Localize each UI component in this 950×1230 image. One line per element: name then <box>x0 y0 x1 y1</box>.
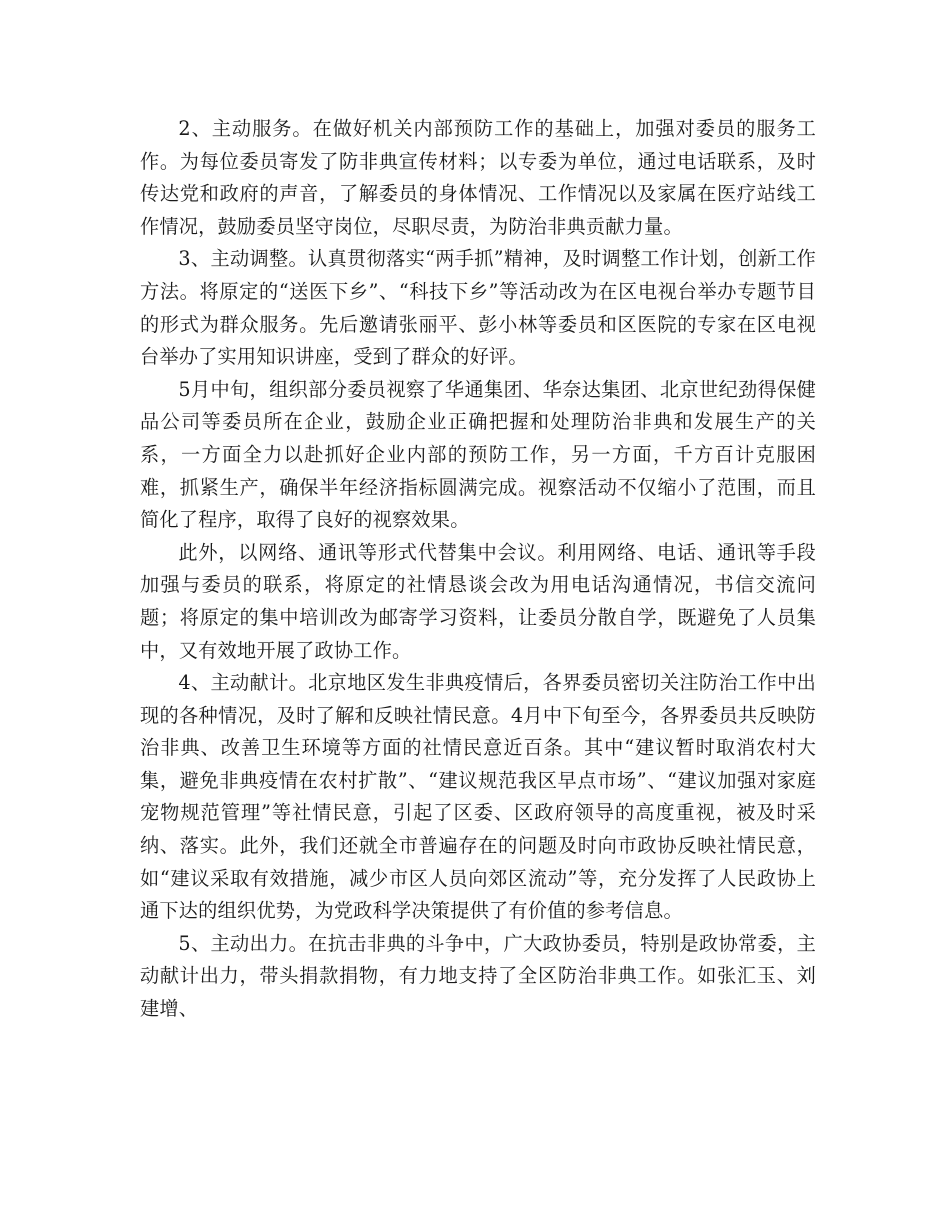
paragraph-advice: 4、主动献计。北京地区发生非典疫情后，各界委员密切关注防治工作中出现的各种情况，及时了解和反映社情民意。4月中下旬至今，各界委员共反映防治非典、改善卫生环境等方面的社情民意近百条。其中“建议暂时取消农村大集，避免非典疫情在农村扩散”、“建议规范我区早点市场”、“建议加强对家庭宠物规范管理”等社情民意，引起了区委、区政府领导的高度重视，被及时采纳、落实。此外，我们还就全市普遍存在的问题及时向市政协反映社情民意，如“建议采取有效措施，减少市区人员向郊区流动”等，充分发挥了人民政协上通下达的组织优势，为党政科学决策提供了有价值的参考信息。 <box>140 671 816 923</box>
document-body <box>140 113 816 1026</box>
paragraph-network-meetings: 此外，以网络、通讯等形式代替集中会议。利用网络、电话、通讯等手段加强与委员的联系，将原定的社情恳谈会改为用电话沟通情况，书信交流问题；将原定的集中培训改为邮寄学习资料，让委员分散自学，既避免了人员集中，又有效地开展了政协工作。 <box>140 540 816 662</box>
paragraph-contribution: 5、主动出力。在抗击非典的斗争中，广大政协委员，特别是政协常委，主动献计出力，带头捐款捐物，有力地支持了全区防治非典工作。如张汇玉、刘建增、 <box>140 931 816 1021</box>
paragraph-service: 2、主动服务。在做好机关内部预防工作的基础上，加强对委员的服务工作。为每位委员寄发了防非典宣传材料；以专委为单位，通过电话联系，及时传达党和政府的声音，了解委员的身体情况、工作情况以及家属在医疗站线工作情况，鼓励委员坚守岗位，尽职尽责，为防治非典贡献力量。 <box>140 117 816 238</box>
paragraph-inspection: 5月中旬，组织部分委员视察了华通集团、华奈达集团、北京世纪劲得保健品公司等委员所在企业，鼓励企业正确把握和处理防治非典和发展生产的关系，一方面全力以赴抓好企业内部的预防工作，另一方面，千方百计克服困难，抓紧生产，确保半年经济指标圆满完成。视察活动不仅缩小了范围，而且简化了程序，取得了良好的视察效果。 <box>140 377 816 532</box>
paragraph-adjustment: 3、主动调整。认真贯彻落实“两手抓”精神，及时调整工作计划，创新工作方法。将原定的“送医下乡”、“科技下乡”等活动改为在区电视台举办专题节目的形式为群众服务。先后邀请张丽平、彭小林等委员和区医院的专家在区电视台举办了实用知识讲座，受到了群众的好评。 <box>140 247 816 369</box>
